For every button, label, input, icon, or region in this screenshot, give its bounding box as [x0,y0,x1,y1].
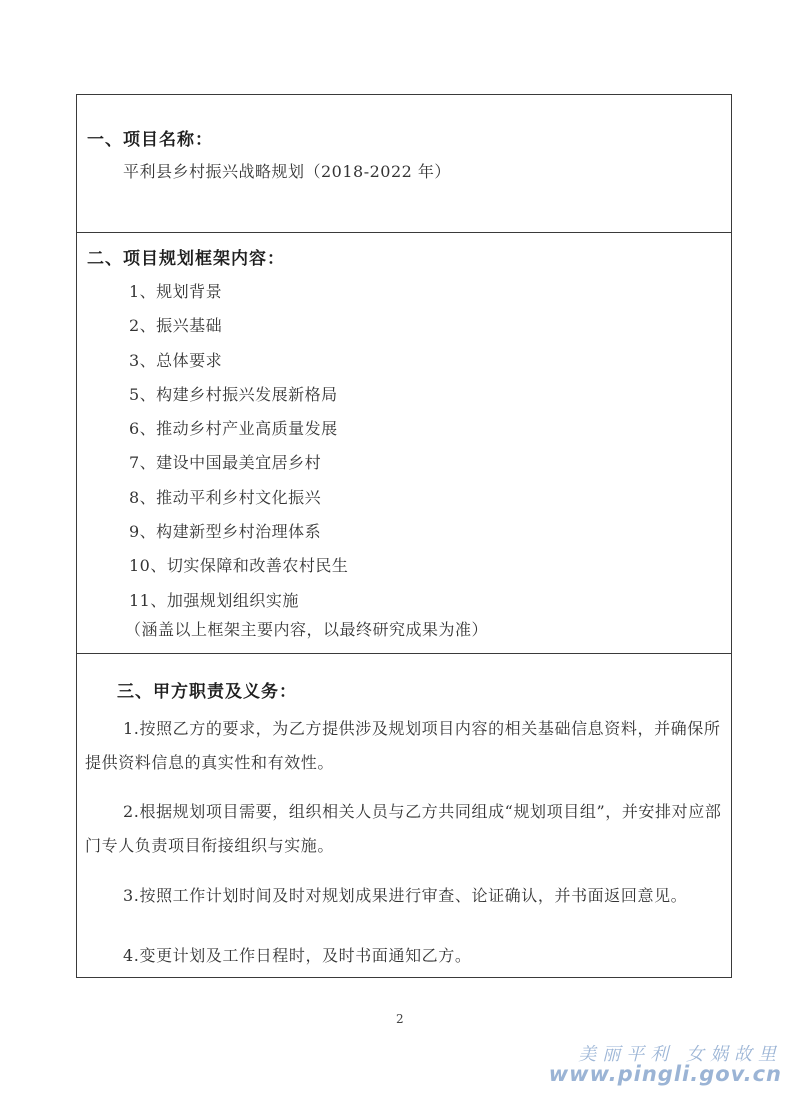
list-item: 2、振兴基础 [129,316,223,336]
duty-paragraph-4: 4.变更计划及工作日程时，及时书面通知乙方。 [123,946,472,965]
section-planning-framework [77,233,731,654]
section-party-a-duties [77,654,731,979]
framework-list [129,275,348,618]
list-item: 11、加强规划组织实施 [129,590,299,610]
list-item: 7、建设中国最美宜居乡村 [129,453,322,473]
section3-heading: 三、甲方职责及义务： [117,682,297,702]
list-item: 8、推动平利乡村文化振兴 [129,487,322,507]
list-item: 3、总体要求 [129,350,223,370]
section1-heading: 一、项目名称： [87,130,213,150]
project-name-text: 平利县乡村振兴战略规划（2018-2022 年） [123,162,451,181]
list-item: 9、构建新型乡村治理体系 [129,522,322,542]
section-project-name [77,95,731,233]
duty-paragraph-3: 3.按照工作计划时间及时对规划成果进行审查、论证确认，并书面返回意见。 [123,886,688,905]
list-item: 1、规划背景 [129,282,223,301]
list-item: 10、切实保障和改善农村民生 [129,556,349,576]
duty-paragraph-1: 1.按照乙方的要求，为乙方提供涉及规划项目内容的相关基础信息资料，并确保所提供资料信息的真实性和有效性。 [85,719,721,772]
list-item: 5、构建乡村振兴发展新格局 [129,384,338,404]
list-item: 6、推动乡村产业高质量发展 [129,419,338,439]
section2-heading: 二、项目规划框架内容： [87,249,285,269]
content-table [76,94,732,978]
page-number: 2 [396,1012,404,1026]
watermark-url: www.pingli.gov.cn [548,1062,782,1086]
framework-note: （涵盖以上框架主要内容，以最终研究成果为准） [125,620,489,639]
duty-paragraph-2: 2.根据规划项目需要，组织相关人员与乙方共同组成“规划项目组”，并安排对应部门专人负责项目衔接组织与实施。 [85,802,722,855]
watermark-slogan: 美丽平利 女娲故里 [578,1044,782,1065]
